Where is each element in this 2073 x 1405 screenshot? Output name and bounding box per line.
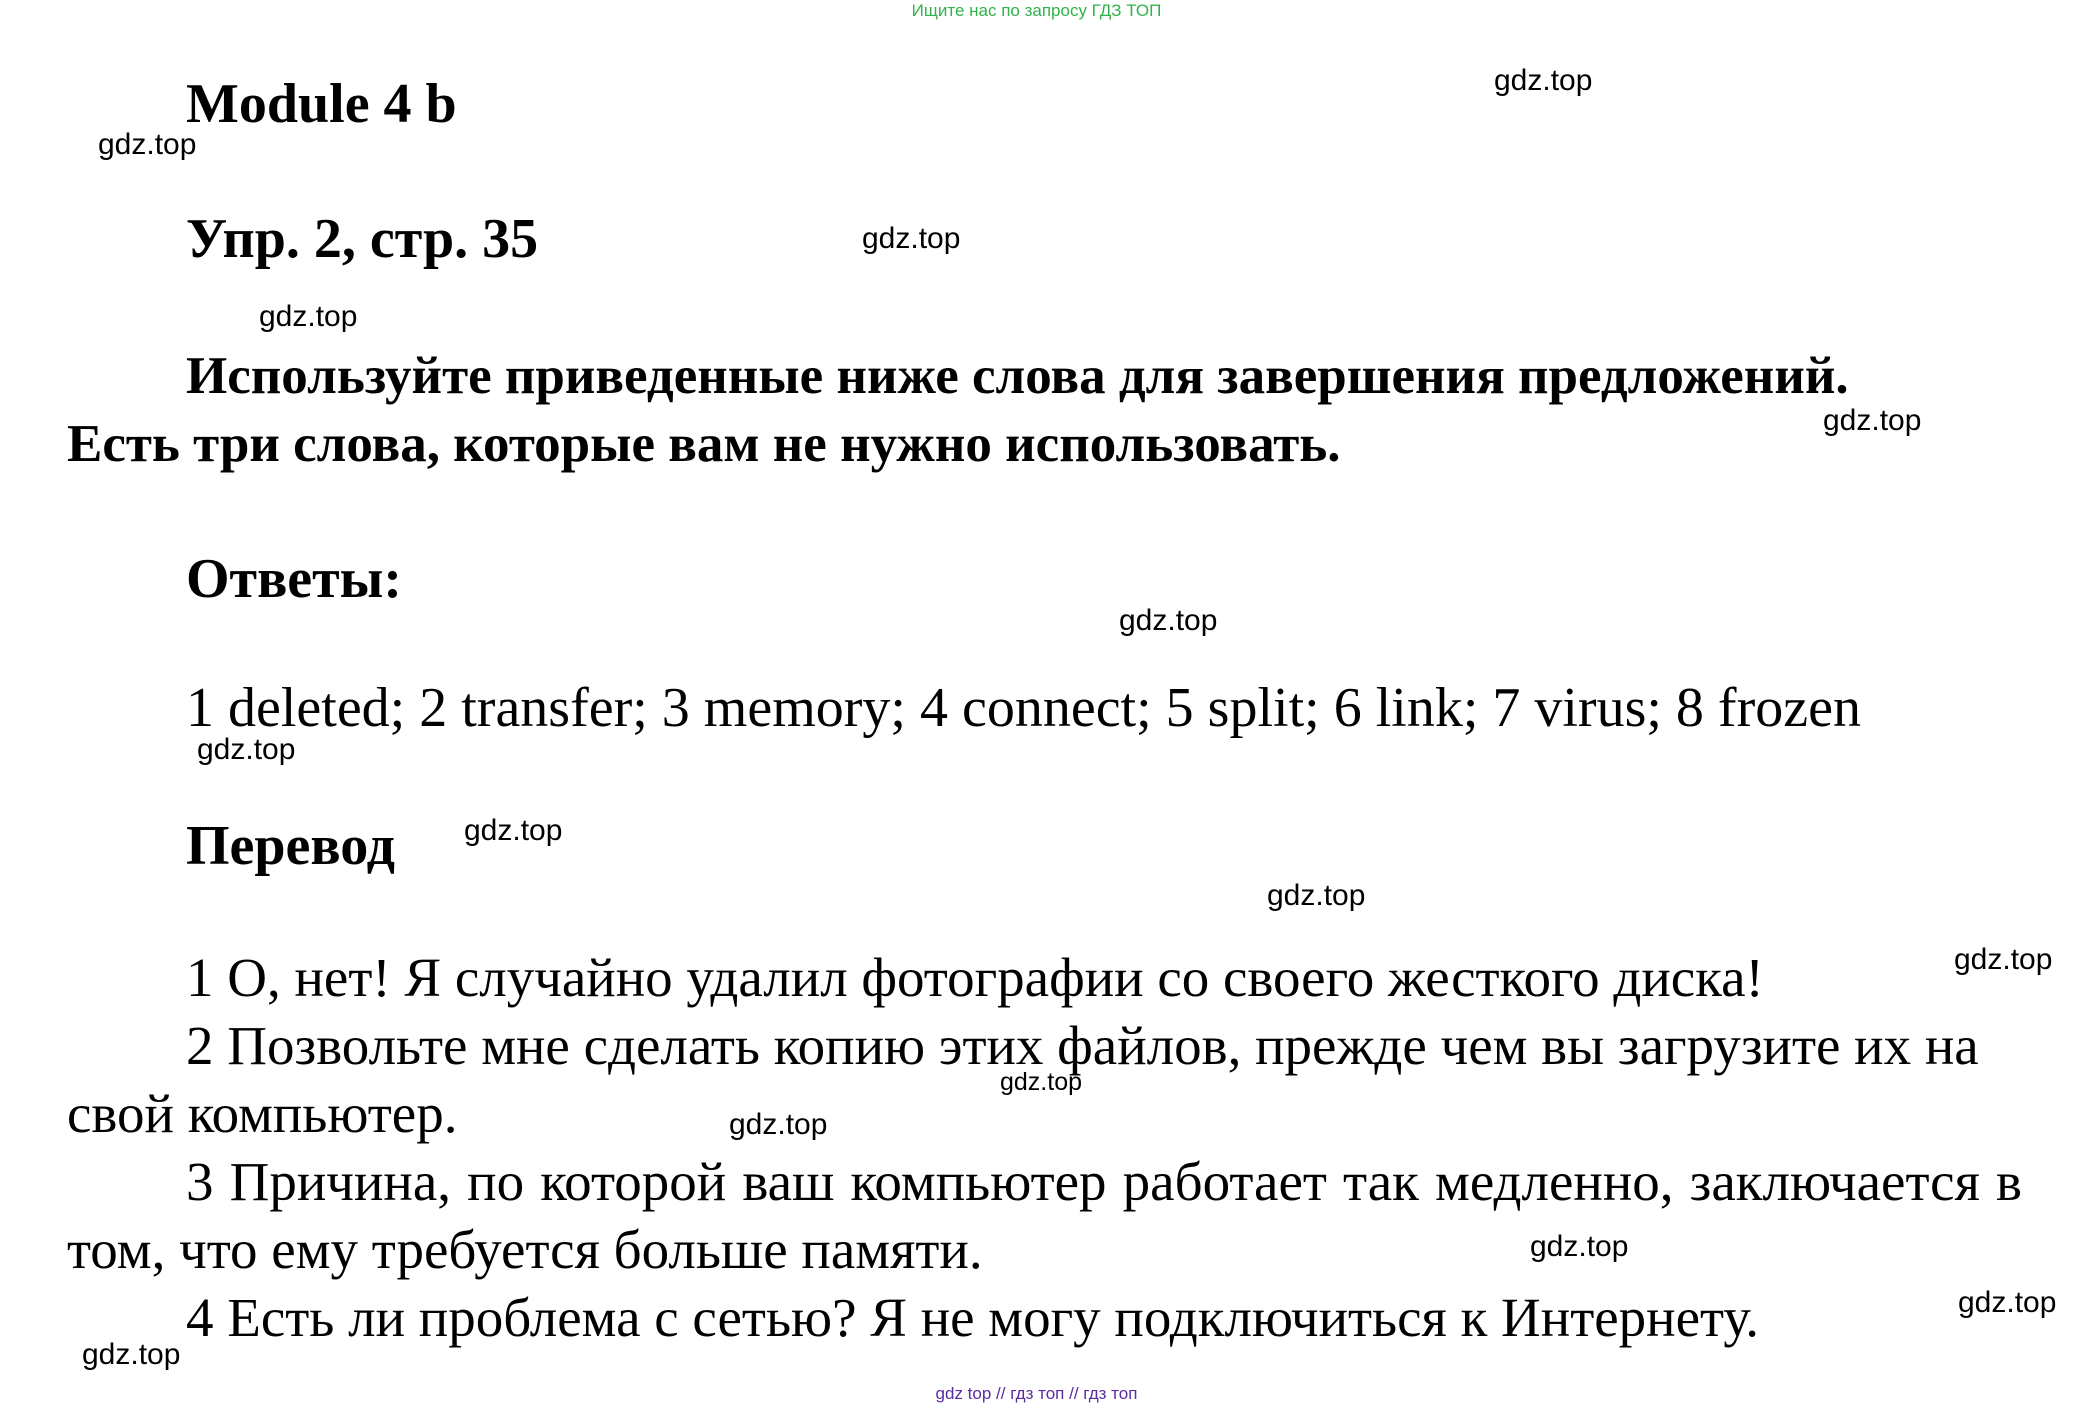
watermark: gdz.top (1958, 1286, 2057, 1319)
translation-list (67, 944, 2022, 1352)
task-line-2: Есть три слова, которые вам не нужно использовать. (67, 415, 1341, 473)
translation-item-4: 4 Есть ли проблема с сетью? Я не могу подключиться к Интернету. (186, 1287, 1760, 1348)
watermark: gdz.top (197, 733, 296, 766)
exercise-title: Упр. 2, стр. 35 (186, 208, 539, 270)
translation-item-1: 1 О, нет! Я случайно удалил фотографии со своего жесткого диска! (186, 947, 1764, 1008)
top-banner[interactable]: Ищите нас по запросу ГДЗ ТОП (911, 1, 1162, 20)
footer-link[interactable]: gdz top (935, 1384, 992, 1403)
answers-heading: Ответы: (186, 548, 403, 610)
watermark: gdz.top (1954, 943, 2053, 976)
watermark: gdz.top (82, 1338, 181, 1371)
watermark: gdz.top (1267, 879, 1366, 912)
watermark: gdz.top (1494, 64, 1593, 97)
watermark: gdz.top (464, 814, 563, 847)
translation-heading: Перевод (186, 815, 395, 877)
watermark: gdz.top (259, 300, 358, 333)
task-instructions (67, 342, 2022, 478)
watermark: gdz.top (729, 1108, 828, 1141)
translation-item-2: 2 Позвольте мне сделать копию этих файлов, прежде чем вы загрузите их на свой компьютер. (67, 1015, 1979, 1144)
footer-link[interactable]: гдз топ (1010, 1384, 1065, 1403)
task-line-1: Используйте приведенные ниже слова для завершения предложений. (186, 347, 1849, 405)
footer-separator: // (1069, 1384, 1079, 1403)
answers-text: 1 deleted; 2 transfer; 3 memory; 4 connect; 5 split; 6 link; 7 virus; 8 frozen (186, 677, 1861, 739)
watermark: gdz.top (1530, 1230, 1629, 1263)
watermark: gdz.top (1119, 604, 1218, 637)
module-title: Module 4 b (186, 73, 457, 135)
watermark: gdz.top (1823, 404, 1922, 437)
watermark: gdz.top (862, 222, 961, 255)
footer-link[interactable]: гдз топ (1083, 1384, 1138, 1403)
footer-links (0, 1384, 2073, 1404)
translation-item-3: 3 Причина, по которой ваш компьютер работает так медленно, заключается в том, что ему требуется больше памяти. (67, 1151, 2022, 1280)
watermark: gdz.top (98, 128, 197, 161)
watermark: gdz.top (1000, 1068, 1083, 1096)
footer-separator: // (996, 1384, 1006, 1403)
